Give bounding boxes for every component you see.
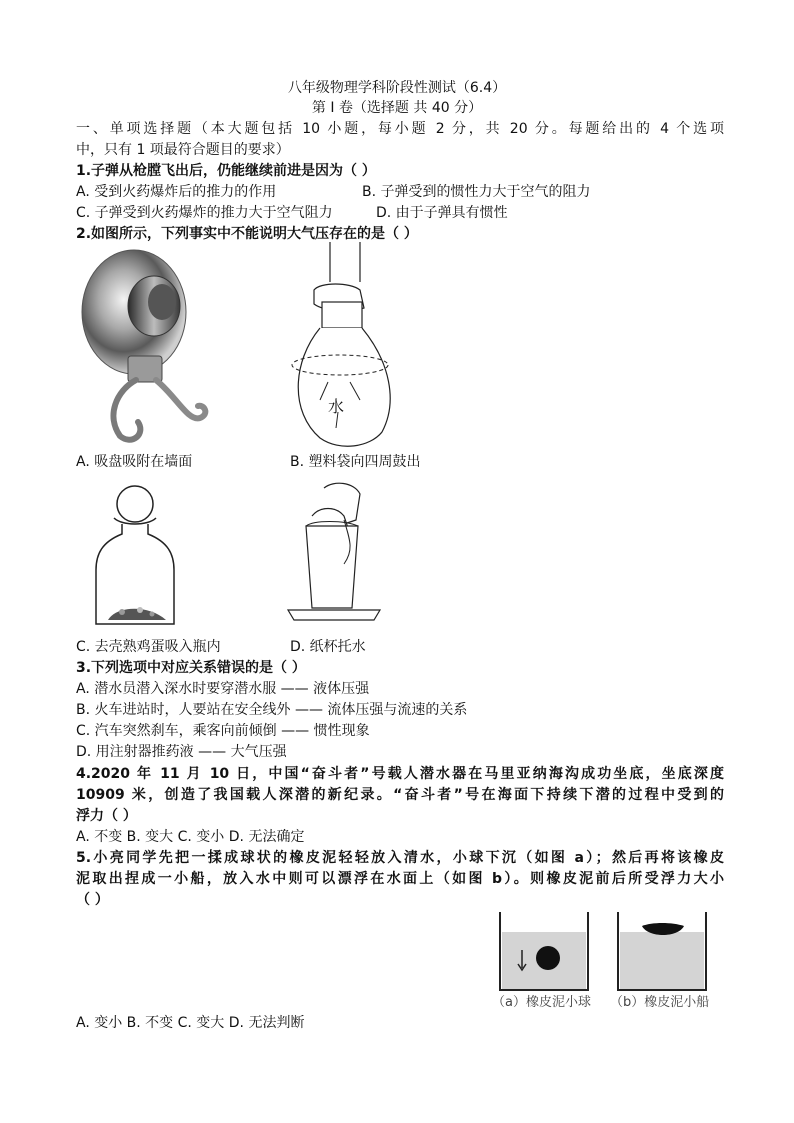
q2-stem: 2.如图所示，下列事实中不能说明大气压存在的是（ ） (76, 226, 418, 242)
q1-stem: 1.子弹从枪膛飞出后，仍能继续前进是因为（ ） (76, 163, 376, 179)
q4-line2: 10909 米，创造了我国载人深潜的新纪录。“奋斗者”号在海面下持续下潜的过程中受到的 (76, 787, 724, 803)
plastic-bag-water-image (290, 242, 450, 450)
clay-boat-figure (616, 910, 708, 992)
paper-cup-water-image (284, 480, 384, 626)
clay-ball-caption: （a）橡皮泥小球 (492, 995, 591, 1010)
q3-option-a: A. 潜水员潜入深水时要穿潜水服 —— 液体压强 (76, 681, 370, 697)
clay-boat-caption: （b）橡皮泥小船 (610, 995, 710, 1010)
q2-option-a: A. 吸盘吸附在墙面 (76, 454, 193, 470)
q2-option-d: D. 纸杯托水 (290, 639, 366, 655)
q2-option-c: C. 去壳熟鸡蛋吸入瓶内 (76, 639, 221, 655)
egg-bottle-image (92, 484, 178, 630)
q1-option-d: D. 由于子弹具有惯性 (376, 205, 508, 221)
page-title: 八年级物理学科阶段性测试（6.4） (287, 80, 507, 96)
section-intro-line2: 中，只有 1 项最符合题目的要求） (76, 142, 290, 158)
q3-option-c: C. 汽车突然刹车，乘客向前倾倒 —— 惯性现象 (76, 723, 370, 739)
section-intro-line1: 一、单项选择题（本大题包括 10 小题，每小题 2 分，共 20 分。每题给出的 4 个选项 (76, 121, 724, 137)
q3-option-b: B. 火车进站时，人要站在安全线外 —— 流体压强与流速的关系 (76, 702, 468, 718)
q1-option-c: C. 子弹受到火药爆炸的推力大于空气阻力 (76, 205, 333, 221)
q5-line3: （ ） (76, 892, 109, 908)
q3-option-d: D. 用注射器推药液 —— 大气压强 (76, 744, 287, 760)
q1-option-a: A. 受到火药爆炸后的推力的作用 (76, 184, 277, 200)
page-subtitle: 第 Ⅰ 卷（选择题 共 40 分） (311, 100, 483, 116)
suction-cup-hook-image (76, 246, 216, 446)
q5-line2: 泥取出捏成一小船，放入水中则可以漂浮在水面上（如图 b）。则橡皮泥前后所受浮力大小 (76, 871, 724, 887)
q1-option-b: B. 子弹受到的惯性力大于空气的阻力 (362, 184, 591, 200)
q5-options: A. 变小 B. 不变 C. 变大 D. 无法判断 (76, 1015, 305, 1031)
q5-line1: 5.小亮同学先把一揉成球状的橡皮泥轻轻放入清水，小球下沉（如图 a）；然后再将该橡皮 (76, 850, 724, 866)
q4-options: A. 不变 B. 变大 C. 变小 D. 无法确定 (76, 829, 305, 845)
q2-option-b: B. 塑料袋向四周鼓出 (290, 454, 421, 470)
clay-ball-figure (498, 910, 590, 992)
q4-line3: 浮力（ ） (76, 808, 137, 824)
q4-line1: 4.2020 年 11 月 10 日，中国“奋斗者”号载人潜水器在马里亚纳海沟成功坐底，坐底深度 (76, 766, 724, 782)
water-label: 水 (328, 397, 345, 416)
q3-stem: 3.下列选项中对应关系错误的是（ ） (76, 660, 306, 676)
